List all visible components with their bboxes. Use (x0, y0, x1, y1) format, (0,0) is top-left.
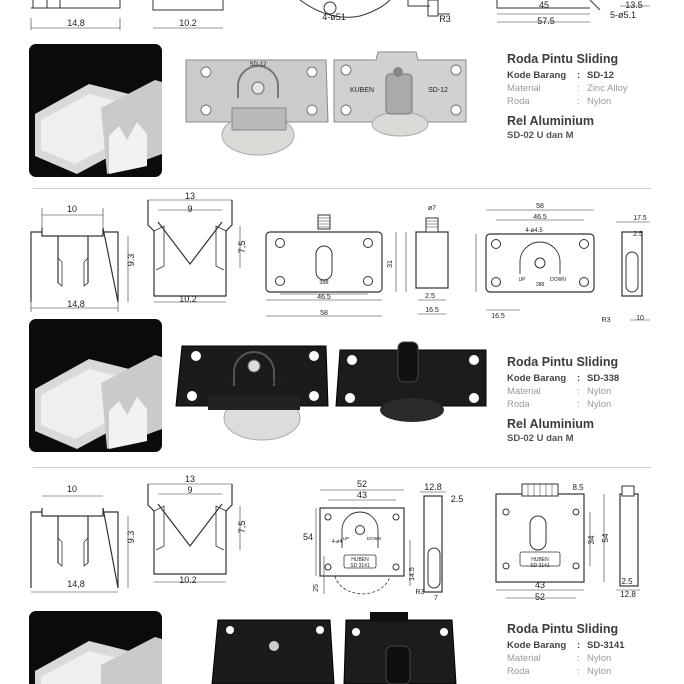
spec-kode-value: SD-12 (587, 70, 614, 81)
dim-338b-r4: R3 (601, 317, 611, 324)
dim-top-holes-right: 5-ø5.1 (609, 10, 637, 20)
dim-3141b-inner: 43 (534, 580, 546, 590)
dim-3141-side2: 2.5 (450, 494, 464, 504)
spec-kode-label: Kode Barang (507, 373, 567, 384)
dim-338-side-top: ø7 (427, 205, 437, 212)
spec-block-sd12: Roda Pintu Sliding Kode Barang : SD-12 Material : Zinc Alloy Roda : Nylon Rel Aluminium SD-02 U dan M (507, 52, 677, 141)
dim-338b-down: DOWN (550, 277, 566, 283)
dim-m-inner-2: 9 (187, 204, 193, 214)
spec-rel-sub: SD-02 U dan M (507, 433, 574, 444)
dim-top-m-bottom: 10.2 (179, 18, 197, 28)
spec-roda-value: Nylon (587, 96, 612, 107)
dim-top-135: 13.5 (625, 0, 643, 10)
dim-u-height-3: 9.3 (126, 530, 136, 544)
dim-338b-r2: 2.5 (633, 231, 643, 238)
dim-338-h: 31 (387, 260, 394, 268)
spec-material-label: Material (507, 386, 541, 397)
rail-photo-2 (29, 319, 162, 452)
spec-material-label: Material (507, 83, 541, 94)
sd3141-back-drawing (496, 484, 640, 598)
dim-m-height-2: 7,5 (237, 240, 247, 254)
spec-material-value: Nylon (587, 386, 612, 397)
spec-block-sd338: Roda Pintu Sliding Kode Barang : SD-338 Material : Nylon Roda : Nylon Rel Aluminium SD-02 U dan M (507, 355, 677, 444)
dim-338b-r1: 17.5 (633, 215, 647, 222)
dim-3141-side3: R3 (415, 589, 425, 596)
rail-photo-1 (29, 44, 162, 177)
spec-title: Roda Pintu Sliding (507, 52, 619, 66)
dim-3141-outer: 52 (356, 479, 368, 489)
dim-3141b-s1: 2.5 (621, 577, 633, 586)
dim-338-side-b2: 16.5 (425, 307, 439, 314)
dim-3141b-s2: 12.8 (620, 590, 636, 599)
dim-3141b-outer: 52 (534, 592, 546, 602)
spec-block-sd3141: Roda Pintu Sliding Kode Barang : SD-3141 Material : Nylon Roda : Nylon (507, 622, 677, 678)
section-divider-1 (33, 188, 651, 189)
dim-top-45: 45 (538, 0, 550, 10)
dim-3141-h: 54 (302, 532, 314, 542)
dim-3141b-top: 8.5 (572, 483, 584, 492)
sd338-down-label: DOWN (270, 380, 289, 386)
dim-3141-up: UP (342, 536, 350, 541)
dim-3141-model: SD 3141 (350, 563, 370, 569)
dim-3141b-brand: HUBEN (531, 557, 549, 563)
dim-3141-h3: 14.5 (409, 567, 416, 581)
dim-3141b-h1: 34 (587, 535, 596, 545)
sd12-brand-label: KUBEN (349, 87, 375, 94)
dim-top-radius: R3 (439, 14, 451, 24)
dim-u-bottom-2: 14,8 (67, 299, 85, 309)
sd338-back-drawing (476, 210, 650, 320)
dim-3141b-model: SD 3141 (530, 563, 550, 569)
dim-u-height-2: 9.3 (126, 253, 136, 267)
dim-3141b-h2: 54 (601, 533, 610, 543)
u-rail-profile-2 (31, 208, 128, 312)
spec-roda-label: Roda (507, 96, 530, 107)
spec-title: Roda Pintu Sliding (507, 622, 619, 636)
dim-m-height-3: 7,5 (237, 520, 247, 534)
spec-material-label: Material (507, 653, 541, 664)
dim-3141-side1: 12.8 (424, 482, 442, 492)
dim-u-bottom-3: 14,8 (67, 579, 85, 589)
spec-roda-label: Roda (507, 666, 530, 677)
dim-m-bottom-2: 10.2 (179, 294, 197, 304)
spec-rel-title: Rel Aluminium (507, 114, 595, 128)
dim-338b-up: UP (518, 277, 526, 283)
spec-roda-label: Roda (507, 399, 530, 410)
dim-338b-outer: 58 (536, 203, 544, 210)
dim-m-top-3: 13 (184, 474, 196, 484)
dim-top-u-bottom: 14,8 (67, 18, 85, 28)
sd3141-front-drawing (316, 490, 410, 594)
dim-3141-side4: 7 (434, 595, 438, 602)
dim-338b-inner: 46.5 (533, 214, 547, 221)
dim-top-575: 57.5 (537, 16, 555, 26)
dim-m-top-2: 13 (184, 191, 196, 201)
sd338-up-label: UP (222, 380, 231, 386)
dim-u-top-3: 10 (66, 484, 78, 494)
dim-338-side-b1: 2.5 (425, 293, 435, 300)
dim-top-holes: 4-ø51 (322, 12, 346, 22)
sd12-product-photo (186, 52, 466, 155)
spec-kode-label: Kode Barang (507, 70, 567, 81)
section-divider-2 (33, 467, 651, 468)
dim-m-bottom-3: 10.2 (179, 575, 197, 585)
rail-photo-3 (29, 611, 162, 684)
spec-rel-title: Rel Aluminium (507, 417, 595, 431)
dim-m-inner-3: 9 (187, 485, 193, 495)
spec-kode-value: SD-3141 (587, 640, 625, 651)
spec-kode-label: Kode Barang (507, 640, 567, 651)
dim-338b-bot: 16.5 (491, 313, 505, 320)
spec-material-value: Nylon (587, 653, 612, 664)
spec-material-value: Zinc Alloy (587, 83, 628, 94)
dim-3141-h2: 25 (313, 584, 320, 592)
dim-338-inner: 46.5 (317, 294, 331, 301)
dim-u-top-2: 10 (66, 204, 78, 214)
sd338-front-drawing (266, 215, 406, 316)
spec-roda-value: Nylon (587, 399, 612, 410)
dim-3141-inner: 43 (356, 490, 368, 500)
sd3141-product-photo (212, 612, 456, 684)
dim-338-label: 388 (319, 280, 329, 286)
dim-3141-down: DOWN (366, 536, 382, 541)
spec-title: Roda Pintu Sliding (507, 355, 619, 369)
dim-3141-holes: 4-ø4 (331, 539, 343, 545)
spec-rel-sub: SD-02 U dan M (507, 130, 574, 141)
m-rail-profile-3 (148, 484, 240, 582)
sd3141-side-drawing (420, 492, 446, 592)
dim-3141-brand: HUBEN (351, 557, 369, 563)
dim-338b-r5: 10 (636, 315, 644, 322)
m-rail-profile-2 (148, 200, 240, 302)
dim-338b-holes: 4-ø4.5 (525, 228, 543, 234)
dim-338-outer: 58 (320, 310, 328, 317)
sd12-plate-label: SD-12 (249, 62, 267, 68)
dim-338b-label: 388 (535, 282, 545, 288)
sd12-model-label: SD-12 (428, 87, 448, 94)
spec-roda-value: Nylon (587, 666, 612, 677)
spec-kode-value: SD-338 (587, 373, 620, 384)
sd338-product-photo (176, 342, 486, 440)
u-rail-profile-3 (31, 496, 128, 592)
